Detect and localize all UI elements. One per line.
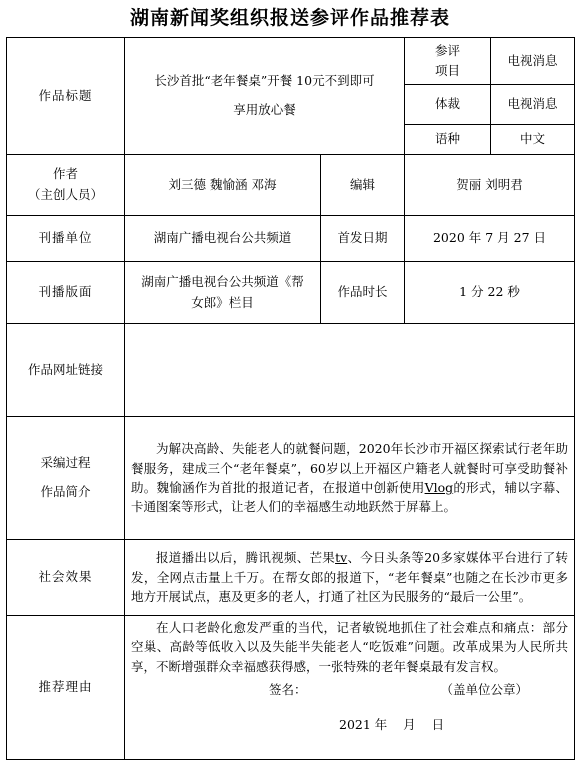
edition-value-line-1: 湖南广播电视台公共频道《帮 bbox=[141, 273, 304, 289]
editor-value: 贺丽 刘明君 bbox=[405, 155, 575, 216]
effect-text-part-1: 报道播出以后，腾讯视频、芒果 bbox=[156, 550, 336, 566]
publisher-label: 刊播单位 bbox=[7, 216, 125, 262]
process-label bbox=[7, 417, 125, 540]
author-label bbox=[7, 155, 125, 216]
edition-value-line-2: 女郎》栏目 bbox=[191, 294, 254, 310]
effect-text-part-2: 、今日头条等20多家媒体平台进行了转发，全网点击量上千万。在帮女郎的报道下，“老年餐桌”也随之在长沙市更多地方开展试点，惠及更多的老人，打通了社区为民服务的“最后一公里”。 bbox=[131, 550, 569, 605]
page-title: 湖南新闻奖组织报送参评作品推荐表 bbox=[129, 7, 450, 29]
reason-cell bbox=[125, 616, 575, 760]
signature-line bbox=[129, 680, 570, 701]
process-label-line-2: 作品简介 bbox=[40, 484, 91, 499]
work-title-value bbox=[125, 38, 405, 155]
language-label: 语种 bbox=[405, 125, 491, 155]
recommendation-form-table bbox=[6, 37, 575, 760]
category-label-line-1: 参评 bbox=[435, 43, 461, 58]
duration-label: 作品时长 bbox=[321, 262, 405, 324]
process-label-line-1: 采编过程 bbox=[40, 455, 91, 471]
work-title-label: 作品标题 bbox=[7, 38, 125, 155]
language-value: 中文 bbox=[491, 125, 575, 155]
work-link-value[interactable] bbox=[125, 324, 575, 417]
edition-label: 刊播版面 bbox=[7, 262, 125, 324]
category-value: 电视消息 bbox=[491, 38, 575, 85]
category-label-line-2: 项目 bbox=[435, 63, 461, 78]
author-label-line-2: （主创人员） bbox=[27, 187, 103, 202]
process-text bbox=[125, 417, 575, 540]
first-date-value: 2020 年 7 月 27 日 bbox=[405, 216, 575, 262]
editor-label: 编辑 bbox=[321, 155, 405, 216]
sign-date: 2021 年 月 日 bbox=[339, 716, 445, 732]
first-date-label: 首发日期 bbox=[321, 216, 405, 262]
genre-label: 体裁 bbox=[405, 85, 491, 125]
reason-text: 在人口老龄化愈发严重的当代，记者敏锐地抓住了社会难点和痛点：部分空巢、高龄等低收入以及失能半失能老人“吃饭难”问题。改革成果为人民所共享，不断增强群众幸福感获得感，一张特殊的老年餐桌最有发言权。 bbox=[131, 620, 569, 674]
effect-text-tv: tv bbox=[335, 550, 348, 566]
work-link-label: 作品网址链接 bbox=[7, 324, 125, 417]
edition-value bbox=[125, 262, 321, 324]
work-title-line-1: 长沙首批“老年餐桌”开餐 10元不到即可 bbox=[154, 73, 375, 89]
category-label bbox=[405, 38, 491, 85]
process-text-part-1: 为解决高龄、失能老人的就餐问题，2020年长沙市开福区探索试行老年助餐服务，建成三个“老年餐桌”，60岁以上开福区户籍老人就餐时可享受助餐补助。魏愉涵作为首批的报道记者，在报道中创新使用 bbox=[131, 441, 569, 495]
author-label-line-1: 作者 bbox=[52, 166, 78, 182]
work-title-line-2: 享用放心餐 bbox=[233, 102, 296, 117]
process-text-vlog: Vlog bbox=[424, 480, 454, 495]
process-text-part-2: 的形式，辅以字幕、卡通图案等形式，让老人们的幸福感生动地跃然于屏幕上。 bbox=[131, 480, 568, 515]
effect-text bbox=[125, 540, 575, 616]
duration-value: 1 分 22 秒 bbox=[405, 262, 575, 324]
genre-value: 电视消息 bbox=[491, 85, 575, 125]
author-value: 刘三德 魏愉涵 邓海 bbox=[125, 155, 321, 216]
stamp-label: （盖单位公章） bbox=[440, 682, 529, 698]
reason-label: 推荐理由 bbox=[7, 616, 125, 760]
publisher-value: 湖南广播电视台公共频道 bbox=[125, 216, 321, 262]
effect-label: 社会效果 bbox=[7, 540, 125, 616]
signature-label: 签名： bbox=[269, 682, 307, 698]
